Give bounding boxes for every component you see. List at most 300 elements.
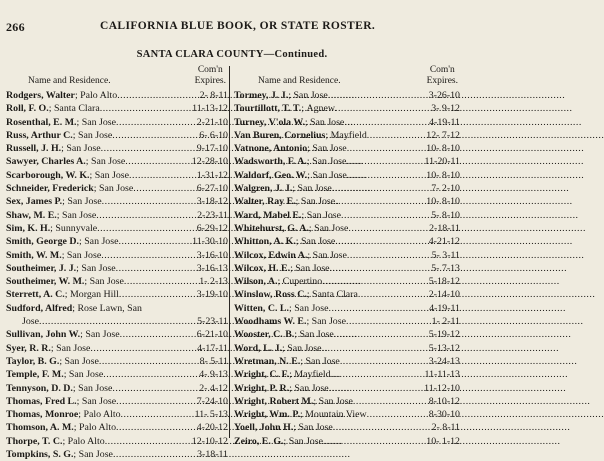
leader-dots bbox=[341, 209, 430, 222]
entry-name: Whitehurst, G. A. bbox=[234, 222, 309, 234]
leader-dots bbox=[353, 395, 428, 408]
entry-separator: ; bbox=[306, 289, 313, 301]
entry-residence: San Jose bbox=[312, 169, 347, 181]
leader-dots bbox=[332, 182, 430, 195]
leader-dots bbox=[340, 355, 428, 368]
entry-residence: San Jose bbox=[64, 355, 99, 367]
leader-dots bbox=[117, 89, 198, 102]
entry-expires: 11-30-10 bbox=[192, 236, 228, 248]
entry-separator: ; bbox=[61, 143, 67, 155]
entry-separator: ; bbox=[307, 143, 313, 155]
entry-row bbox=[6, 368, 228, 381]
entry-name: Shaw, M. E. bbox=[6, 209, 57, 221]
entry-name: Sex, James P. bbox=[6, 196, 63, 208]
right-entry-list bbox=[234, 89, 460, 448]
entry-expires: 7- 2-10 bbox=[431, 183, 460, 195]
entry-expires: 10- 1-12 bbox=[426, 435, 460, 447]
entry-separator: ; bbox=[78, 236, 85, 248]
entry-expires: 2-14-10 bbox=[428, 289, 460, 301]
entry-name: Rosenthal, E. M. bbox=[6, 116, 77, 128]
entry-residence: San Jose bbox=[99, 183, 134, 195]
entry-name: Sim, K. H. bbox=[6, 222, 51, 234]
entry-separator: ; bbox=[307, 249, 313, 261]
leader-dots bbox=[120, 328, 196, 341]
entry-residence: San Jose bbox=[85, 329, 120, 341]
entry-separator: ; bbox=[288, 90, 294, 101]
entry-row bbox=[6, 169, 228, 182]
entry-expires: 10- 8-10 bbox=[426, 143, 460, 155]
expires-heading-line1: Com'n bbox=[197, 65, 223, 75]
expires-heading bbox=[427, 65, 458, 87]
entry-name: Rodgers, Walter bbox=[6, 90, 75, 101]
leader-dots bbox=[347, 249, 431, 262]
leader-dots bbox=[99, 355, 199, 368]
entry-expires: 5-13-12 bbox=[428, 342, 460, 354]
leader-dots bbox=[116, 262, 196, 275]
leader-dots bbox=[103, 368, 198, 381]
entry-separator: ; bbox=[306, 156, 313, 168]
entry-expires: 7-24-10 bbox=[196, 395, 228, 407]
entry-row bbox=[6, 262, 228, 275]
entry-expires: 8- 5-11 bbox=[199, 355, 228, 367]
entry-separator: ; bbox=[313, 395, 319, 407]
left-column bbox=[6, 64, 228, 461]
entry-separator: ; bbox=[85, 156, 91, 168]
entry-residence: San Jose bbox=[78, 449, 113, 461]
entry-separator: ; bbox=[325, 129, 331, 141]
entry-separator: ; bbox=[306, 316, 312, 328]
leader-dots bbox=[347, 169, 426, 182]
entry-name: Witten, C. L. bbox=[234, 302, 289, 314]
entry-residence: Agnew bbox=[306, 103, 335, 115]
entry-name: Turney, V'ola W. bbox=[234, 116, 305, 128]
entry-separator: ; bbox=[59, 355, 65, 367]
entry-expires: 11-20-11 bbox=[424, 156, 460, 168]
entry-row bbox=[6, 382, 228, 395]
leader-dots bbox=[322, 275, 428, 288]
leader-dots bbox=[39, 315, 196, 328]
leader-dots bbox=[116, 395, 196, 408]
entry-row bbox=[234, 395, 460, 408]
entry-separator: ; bbox=[292, 183, 298, 195]
entry-name: Sterrett, A. C. bbox=[6, 289, 65, 301]
entry-residence: San Jose bbox=[299, 329, 334, 341]
entry-separator: ; bbox=[89, 169, 95, 181]
entry-expires: 3-16-10 bbox=[196, 249, 228, 261]
entry-residence: Sunnyvale bbox=[55, 222, 98, 234]
entry-expires: 11-12-10 bbox=[424, 382, 460, 394]
entry-row bbox=[6, 249, 228, 262]
entry-residence: San Jose bbox=[78, 382, 113, 394]
entry-row bbox=[234, 421, 460, 434]
entry-name: Wright, C. F. bbox=[234, 369, 290, 381]
entry-row bbox=[234, 142, 460, 155]
entry-expires: 10- 8-10 bbox=[426, 196, 460, 208]
leader-dots bbox=[367, 129, 425, 142]
entry-row bbox=[6, 209, 228, 222]
entry-row bbox=[6, 355, 228, 368]
entry-row bbox=[234, 315, 460, 328]
entry-separator: ; bbox=[56, 209, 62, 221]
leader-dots bbox=[116, 116, 196, 129]
entry-residence: Santa Clara bbox=[53, 103, 100, 115]
entry-name: Walgren, J. J. bbox=[234, 183, 293, 195]
entry-name: Thorpe, T. C. bbox=[6, 435, 63, 447]
entry-expires: 3- 9-12 bbox=[431, 103, 460, 115]
entry-separator: ; bbox=[301, 209, 307, 221]
entry-row bbox=[6, 288, 228, 301]
entry-row bbox=[6, 116, 228, 129]
entry-expires: 5-23-11 bbox=[197, 316, 228, 328]
entry-name: Wright, P. R. bbox=[234, 382, 290, 394]
entry-name: Walter, Ray E. bbox=[234, 196, 296, 208]
entry-row bbox=[6, 421, 228, 434]
entry-name: Schneider, Frederick bbox=[6, 183, 94, 195]
leader-dots bbox=[113, 448, 196, 461]
entry-residence: San Jose bbox=[66, 143, 101, 155]
leader-dots bbox=[335, 102, 430, 115]
entry-row bbox=[6, 142, 228, 155]
entry-name: Smith, W. M. bbox=[6, 249, 62, 261]
leader-dots bbox=[347, 142, 426, 155]
leader-dots bbox=[124, 275, 198, 288]
entry-residence: San Jose bbox=[298, 422, 333, 434]
entry-separator: ; bbox=[283, 435, 289, 447]
entry-expires: 4-21-12 bbox=[428, 236, 460, 248]
leader-dots bbox=[105, 435, 191, 448]
entry-separator: ; bbox=[50, 222, 56, 234]
entry-name: Southeimer, W. M. bbox=[6, 276, 85, 288]
entry-separator: ; bbox=[282, 342, 288, 354]
name-residence-heading: Name and Residence. bbox=[258, 76, 341, 86]
entry-row bbox=[234, 288, 460, 301]
entry-residence: San Jose bbox=[61, 209, 97, 221]
entry-row bbox=[6, 395, 228, 408]
entry-expires: 2- 8-11 bbox=[431, 422, 460, 434]
leader-dots bbox=[322, 342, 428, 355]
expires-heading bbox=[195, 65, 226, 87]
entry-residence: Mayfield bbox=[330, 129, 367, 141]
entry-residence: San Jose bbox=[66, 249, 102, 261]
entry-name: Russ, Arthur C. bbox=[6, 129, 73, 141]
left-entry-list bbox=[6, 89, 228, 461]
leader-dots bbox=[112, 129, 198, 142]
entry-row bbox=[6, 328, 228, 341]
entry-name: Winslow, Ross C. bbox=[234, 289, 307, 301]
leader-dots bbox=[328, 89, 428, 102]
entry-expires: 1-31-12 bbox=[196, 169, 228, 181]
entry-expires: 6- 6-10 bbox=[199, 129, 228, 141]
right-column bbox=[234, 64, 460, 448]
expires-heading-line2: Expires. bbox=[194, 76, 226, 86]
entry-separator: ; bbox=[289, 369, 295, 381]
entry-residence: Palo Alto bbox=[78, 422, 117, 434]
entry-residence: San Jose bbox=[310, 116, 345, 128]
entry-expires: 11- 5-13 bbox=[194, 409, 228, 421]
entry-row bbox=[6, 342, 228, 355]
entry-name: Wright, Wm. P. bbox=[234, 409, 300, 421]
entry-row bbox=[6, 302, 228, 315]
entry-separator: ; bbox=[73, 449, 79, 461]
entry-residence: San Jose bbox=[294, 302, 329, 314]
entry-separator: ; bbox=[295, 236, 301, 248]
entry-name: Wadsworth, F. A. bbox=[234, 156, 307, 168]
entry-name: Scarborough, W. K. bbox=[6, 169, 90, 181]
entry-separator: ; bbox=[80, 329, 86, 341]
entry-residence: San Jose bbox=[305, 355, 340, 367]
leader-dots bbox=[101, 142, 196, 155]
entry-row bbox=[234, 249, 460, 262]
entry-residence: San Jose bbox=[314, 222, 349, 234]
running-head: CALIFORNIA BLUE BOOK, OR STATE ROSTER. bbox=[100, 20, 376, 32]
leader-dots bbox=[329, 382, 424, 395]
entry-residence: San Jose bbox=[312, 143, 347, 155]
entry-residence: Palo Alto bbox=[83, 409, 121, 421]
entry-row bbox=[234, 169, 460, 182]
entry-expires: 1- 2-11 bbox=[431, 316, 460, 328]
entry-row bbox=[234, 408, 460, 421]
left-column-header bbox=[6, 64, 228, 89]
entry-name: Wright, Robert M. bbox=[234, 395, 314, 407]
entry-name: Tompkins, S. G. bbox=[6, 449, 74, 461]
entry-separator: ; bbox=[290, 262, 296, 274]
entry-expires: 12-10-12 bbox=[191, 435, 228, 447]
entry-expires: 5- 3-11 bbox=[431, 249, 460, 261]
entry-residence: Mountain View bbox=[305, 409, 367, 421]
entry-row bbox=[6, 435, 228, 448]
entry-name: Tourtillott, T. T. bbox=[234, 103, 302, 115]
entry-residence: San Jose bbox=[294, 382, 329, 394]
leader-dots bbox=[116, 421, 196, 434]
entry-expires: 2-21-10 bbox=[196, 116, 228, 128]
entry-expires: 4-20-12 bbox=[196, 422, 228, 434]
entry-separator: ; bbox=[50, 342, 57, 354]
entry-expires: 5- 7-13 bbox=[431, 262, 460, 274]
leader-dots bbox=[333, 421, 431, 434]
entry-expires: 2-23-11 bbox=[197, 209, 228, 221]
leader-dots bbox=[367, 408, 428, 421]
leader-dots bbox=[335, 195, 425, 208]
entry-row bbox=[234, 116, 460, 129]
entry-residence: Cupertino bbox=[282, 276, 323, 288]
leader-dots bbox=[335, 235, 427, 248]
entry-expires: 4-17-11 bbox=[197, 342, 228, 354]
entry-name: Wilson, A. bbox=[234, 276, 278, 288]
entry-separator: ; bbox=[61, 249, 67, 261]
leader-dots bbox=[346, 155, 423, 168]
entry-name: Thomson, A. M. bbox=[6, 422, 74, 434]
entry-row bbox=[234, 209, 460, 222]
entry-name: Waldorf, Geo. W. bbox=[234, 169, 308, 181]
entry-row bbox=[234, 275, 460, 288]
entry-residence: San Jose bbox=[311, 316, 346, 328]
entry-name: Sullivan, John W. bbox=[6, 329, 81, 341]
leader-dots bbox=[328, 302, 428, 315]
entry-separator: ; bbox=[62, 196, 68, 208]
leader-dots bbox=[344, 116, 428, 129]
entry-expires: 6-27-10 bbox=[196, 183, 228, 195]
leader-dots bbox=[100, 102, 191, 115]
leader-dots bbox=[101, 249, 196, 262]
entry-separator: ; bbox=[304, 116, 311, 128]
leader-dots bbox=[118, 235, 191, 248]
entry-residence: Mayfield bbox=[294, 369, 331, 381]
entry-expires: 3-26-10 bbox=[428, 90, 460, 101]
leader-dots bbox=[331, 368, 424, 381]
entry-expires: 5-18-12 bbox=[428, 276, 460, 288]
entry-residence: San Jose bbox=[81, 262, 116, 274]
leader-dots bbox=[119, 288, 196, 301]
right-column-header bbox=[234, 64, 460, 89]
entry-name: Tennyson, D. D. bbox=[6, 382, 73, 394]
entry-row bbox=[234, 368, 460, 381]
leader-dots bbox=[96, 209, 196, 222]
entry-expires: 4- 9-13 bbox=[199, 369, 228, 381]
entry-name: Taylor, B. G. bbox=[6, 355, 60, 367]
entry-residence: San Jose bbox=[67, 196, 102, 208]
entry-row bbox=[234, 89, 460, 102]
entry-residence: San Jose bbox=[306, 209, 341, 221]
entry-separator: ; bbox=[76, 395, 82, 407]
entry-residence: San Jose bbox=[287, 342, 322, 354]
entry-residence: Jose bbox=[22, 316, 40, 328]
entry-separator: ; bbox=[93, 183, 99, 195]
entry-separator: ; bbox=[288, 302, 295, 314]
entry-separator: ; bbox=[294, 329, 300, 341]
entry-residence: Santa Clara bbox=[312, 289, 358, 301]
entry-row bbox=[6, 182, 228, 195]
leader-dots bbox=[125, 155, 191, 168]
entry-row bbox=[6, 235, 228, 248]
entry-expires: 9-17-10 bbox=[196, 143, 228, 155]
entry-residence: San Jose bbox=[94, 169, 130, 181]
entry-separator: ; bbox=[307, 169, 313, 181]
entry-separator: ; bbox=[62, 435, 68, 447]
leader-dots bbox=[90, 342, 196, 355]
entry-separator: ; bbox=[48, 103, 54, 115]
entry-expires: 2- 8-11 bbox=[199, 90, 228, 101]
entry-row bbox=[234, 182, 460, 195]
entry-name: Yoell, John H. bbox=[234, 422, 294, 434]
entry-residence: San Jose bbox=[77, 129, 113, 141]
entry-separator: ; bbox=[74, 90, 81, 101]
entry-separator: ; bbox=[72, 382, 79, 394]
entry-name: Whitton, A. K. bbox=[234, 236, 296, 248]
leader-dots bbox=[102, 195, 196, 208]
entry-separator: ; bbox=[72, 302, 78, 314]
entry-expires: 4-19-11 bbox=[429, 302, 460, 314]
entry-name: Vatnone, Antonio bbox=[234, 143, 308, 155]
entry-residence: Palo Alto bbox=[80, 90, 118, 101]
entry-name: Sudford, Alfred bbox=[6, 302, 73, 314]
entry-residence: San Jose bbox=[89, 276, 124, 288]
entry-expires: 8-30-10 bbox=[428, 409, 460, 421]
entry-name: Thomas, Monroe bbox=[6, 409, 79, 421]
entry-name: Van Buren, Cornelius bbox=[234, 129, 326, 141]
entry-row bbox=[6, 195, 228, 208]
entry-row bbox=[234, 235, 460, 248]
leader-dots bbox=[346, 315, 431, 328]
entry-separator: ; bbox=[277, 276, 283, 288]
entry-residence: San Jose bbox=[312, 156, 347, 168]
entry-expires: 3-24-13 bbox=[428, 355, 460, 367]
entry-name: Ward, Mabel E. bbox=[234, 209, 302, 221]
entry-row bbox=[6, 129, 228, 142]
entry-row bbox=[234, 382, 460, 395]
expires-heading-line1: Com'n bbox=[429, 65, 455, 75]
entry-expires: 3-16-13 bbox=[196, 262, 228, 274]
entry-residence: Palo Alto bbox=[67, 435, 105, 447]
entry-residence: San Jose bbox=[90, 156, 126, 168]
section-title: SANTA CLARA COUNTY—Continued. bbox=[136, 49, 328, 60]
entry-expires: 2- 4-12 bbox=[199, 382, 228, 394]
entry-expires: 3-18-12 bbox=[196, 196, 228, 208]
entry-row bbox=[234, 262, 460, 275]
entry-separator: ; bbox=[293, 422, 299, 434]
entry-expires: 2-18-11 bbox=[429, 222, 460, 234]
entry-expires: 5-19-12 bbox=[428, 329, 460, 341]
entry-residence: San Jose bbox=[84, 236, 119, 248]
entry-expires: 3-19-10 bbox=[196, 289, 228, 301]
entry-row bbox=[6, 275, 228, 288]
entry-expires: 5- 8-10 bbox=[431, 209, 460, 221]
entry-separator: ; bbox=[76, 262, 82, 274]
leader-dots bbox=[97, 222, 196, 235]
entry-separator: ; bbox=[300, 355, 306, 367]
entry-name: Wilcox, H. E. bbox=[234, 262, 291, 274]
leader-dots bbox=[129, 169, 196, 182]
leader-dots bbox=[330, 262, 431, 275]
entry-expires: 6-29-12 bbox=[196, 222, 228, 234]
entry-residence: San Jose bbox=[295, 262, 330, 274]
entry-name: Roll, F. O. bbox=[6, 103, 49, 115]
entry-name: Woodhams W. E. bbox=[234, 316, 307, 328]
entry-separator: ; bbox=[78, 409, 84, 421]
entry-residence: San Jose bbox=[293, 90, 328, 101]
entry-name: Sawyer, Charles A. bbox=[6, 156, 86, 168]
entry-expires: 1- 2-13 bbox=[199, 276, 228, 288]
entry-expires: 11-13-12 bbox=[192, 103, 228, 115]
entry-residence: San Jose bbox=[56, 342, 91, 354]
entry-expires: 4-19-11 bbox=[429, 116, 460, 128]
entry-row bbox=[234, 195, 460, 208]
entry-separator: ; bbox=[84, 276, 90, 288]
entry-separator: ; bbox=[308, 222, 315, 234]
entry-row bbox=[234, 435, 460, 448]
leader-dots bbox=[323, 435, 425, 448]
expires-heading-line2: Expires. bbox=[426, 76, 458, 86]
entry-expires: 8-10-12 bbox=[428, 395, 460, 407]
entry-name: Thomas, Fred L. bbox=[6, 395, 77, 407]
entry-row bbox=[6, 448, 228, 461]
entry-name: Wretman, N. E. bbox=[234, 355, 301, 367]
entry-expires: 3-18-11 bbox=[197, 449, 228, 461]
entry-name: Temple, F. M. bbox=[6, 369, 64, 381]
entry-residence: San Jose bbox=[288, 435, 323, 447]
entry-name: Russell, J. H. bbox=[6, 143, 62, 155]
entry-row bbox=[234, 155, 460, 168]
leader-dots bbox=[348, 222, 428, 235]
entry-row bbox=[234, 129, 460, 142]
entry-row bbox=[6, 155, 228, 168]
entry-name: Smith, George D. bbox=[6, 236, 79, 248]
entry-name: Tormey, J. J. bbox=[234, 90, 289, 101]
page-number: 266 bbox=[6, 20, 25, 34]
entry-residence: Morgan Hill bbox=[70, 289, 119, 301]
entry-row bbox=[6, 315, 228, 328]
leader-dots bbox=[334, 328, 428, 341]
leader-dots bbox=[358, 288, 428, 301]
